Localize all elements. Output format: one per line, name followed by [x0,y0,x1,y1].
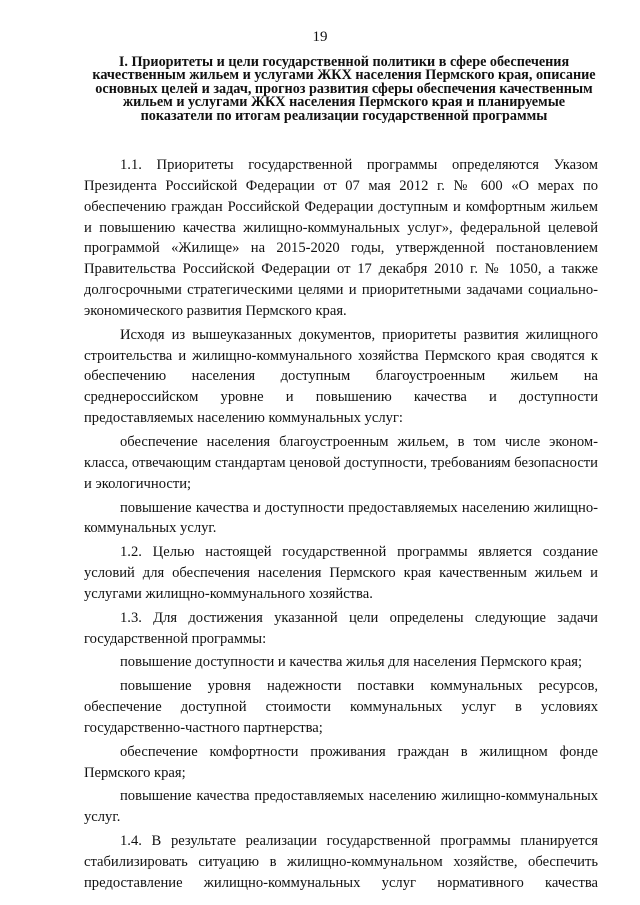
paragraph-service-quality: повышение качества и доступности предоставляемых населению жилищно-коммунальных услуг. [84,499,598,537]
paragraph-1-3: 1.3. Для достижения указанной цели определены следующие задачи государственной программы: [84,609,598,647]
paragraph-task-3: обеспечение комфортности проживания граждан в жилищном фонде Пермского края; [84,743,598,781]
page-number: 19 [312,29,328,45]
paragraph-1-2: 1.2. Целью настоящей государственной программы является создание условий для обеспечения населения Пермского края качественным жильем и услугами жилищно-коммунального хозяйства. [84,544,598,602]
section-heading: I. Приоритеты и цели государственной политики в сфере обеспечения качественным жильем и услугами ЖКХ населения Пермского края, описание основных целей и задач, прогноз развития сферы обеспечения качественным жильем и услугами ЖКХ населения Пермского края и планируемые показатели по итогам реализации государственной программы [92,54,596,124]
document-body [84,155,598,897]
paragraph-1-4: 1.4. В результате реализации государственной программы планируется стабилизировать ситуацию в жилищно-коммунальном хозяйстве, обеспечить предоставление жилищно-коммунальных услуг нормативного качества [84,833,598,891]
paragraph-1-1: 1.1. Приоритеты государственной программы определяются Указом Президента Российской Федерации от 07 мая 2012 г. № 600 «О мерах по обеспечению граждан Российской Федерации доступным и комфортным жильем и повышению качества жилищно-коммунальных услуг», федеральной целевой программой «Жилище» на 2015-2020 годы, утвержденной постановлением Правительства Российской Федерации от 17 декабря 2010 г. № 1050, а также долгосрочными стратегическими целями и приоритетными задачами социально-экономического развития Пермского края. [84,157,598,319]
paragraph-task-1: повышение доступности и качества жилья для населения Пермского края; [120,654,583,671]
paragraph-housing-provision: обеспечение населения благоустроенным жильем, в том числе эконом-класса, отвечающим стандартам ценовой доступности, требованиям безопасности и экологичности; [84,433,598,492]
paragraph-priorities: Исходя из вышеуказанных документов, приоритеты развития жилищного строительства и жилищно-коммунального хозяйства Пермского края сводятся к обеспечению населения доступным благоустроенным жильем на среднероссийском уровне и повышению качества и доступности предоставляемых населению коммунальных услуг: [84,326,598,427]
paragraph-task-4: повышение качества предоставляемых населению жилищно-коммунальных услуг. [84,788,598,826]
paragraph-task-2: повышение уровня надежности поставки коммунальных ресурсов, обеспечение доступной стоимости коммунальных услуг в условиях государственно-частного партнерства; [84,678,598,736]
